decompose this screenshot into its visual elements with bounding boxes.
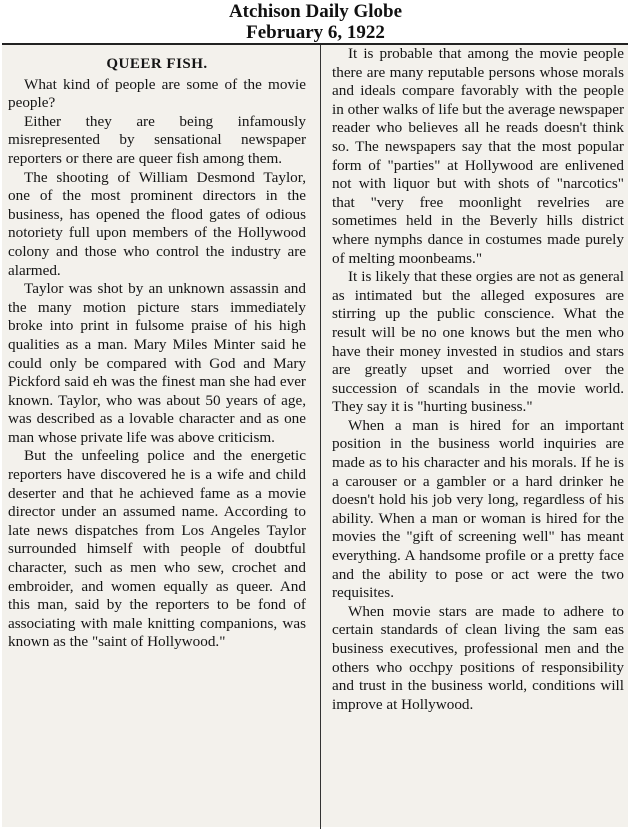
paragraph: Taylor was shot by an unknown assassin and the many motion picture stars immediately broke into print in fulsome praise of his high qualities as a man. Mary Miles Minter said he could only be compared with God and Mary Pickford said eh was the finest man she had ever known. Taylor, who was about 50 years of age, was described as a lovable character and as one man whose private life was above criticism. — [8, 280, 306, 446]
paragraph: Either they are being infamously misrepresented by sensational newspaper reporters or there are queer fish among them. — [8, 112, 306, 167]
newspaper-clipping — [2, 43, 628, 827]
right-column — [328, 45, 626, 714]
paragraph: When a man is hired for an important position in the business world inquiries are made as to his character and his morals. If he is a carouser or a gambler or a hard drinker he doesn't hold his job very long, regardless of his ability. When a man or woman is hired for the movies the "gift of screening well" has meant everything. A handsome profile or a pretty face and the ability to pose or act were the two requisites. — [332, 416, 624, 602]
masthead — [0, 0, 631, 43]
paragraph: When movie stars are made to adhere to certain standards of clean living the sam eas business executives, professional men and the others who occhpy positions of responsibility and trust in the business world, conditions will improve at Hollywood. — [332, 602, 624, 713]
paragraph: It is probable that among the movie people there are many reputable persons whose morals and ideals compare favorably with the people in other walks of life but the average newspaper reader who believes all he reads doesn't think so. The newspapers say that the most popular form of "parties" at Hollywood are enlivened not with liquor but with shots of "narcotics" that "very free moonlight revelries are sometimes held in the Beverly hills district where nymphs dance in costumes made purely of melting moonbeams." — [332, 45, 624, 267]
paragraph: It is likely that these orgies are not as general as intimated but the alleged exposures are stirring up the public conscience. What the result will be no one knows but the men who have their money invested in studios and stars are greatly upset and worried over the succession of scandals in the movie world. They say it is "hurting business." — [332, 268, 624, 416]
left-column — [6, 49, 310, 652]
paragraph: What kind of people are some of the movie people? — [8, 75, 306, 112]
paragraph: The shooting of William Desmond Taylor, one of the most prominent directors in the business, has opened the flood gates of odious notoriety full upon members of the Hollywood colony and those who control the industry are alarmed. — [8, 168, 306, 279]
newspaper-name: Atchison Daily Globe — [228, 1, 403, 22]
article-headline: QUEER FISH. — [106, 56, 208, 72]
publication-date: February 6, 1922 — [246, 22, 385, 43]
column-rule — [320, 45, 321, 829]
paragraph: But the unfeeling police and the energetic reporters have discovered he is a wife and child deserter and that he achieved fame as a movie director under an assumed name. According to late news dispatches from Los Angeles Taylor surrounded himself with people of doubtful character, such as men who sew, crochet and embroider, and women equally as queer. And this man, said by the reporters to be fond of associating with male knitting companions, was known as the "saint of Hollywood." — [8, 447, 306, 651]
